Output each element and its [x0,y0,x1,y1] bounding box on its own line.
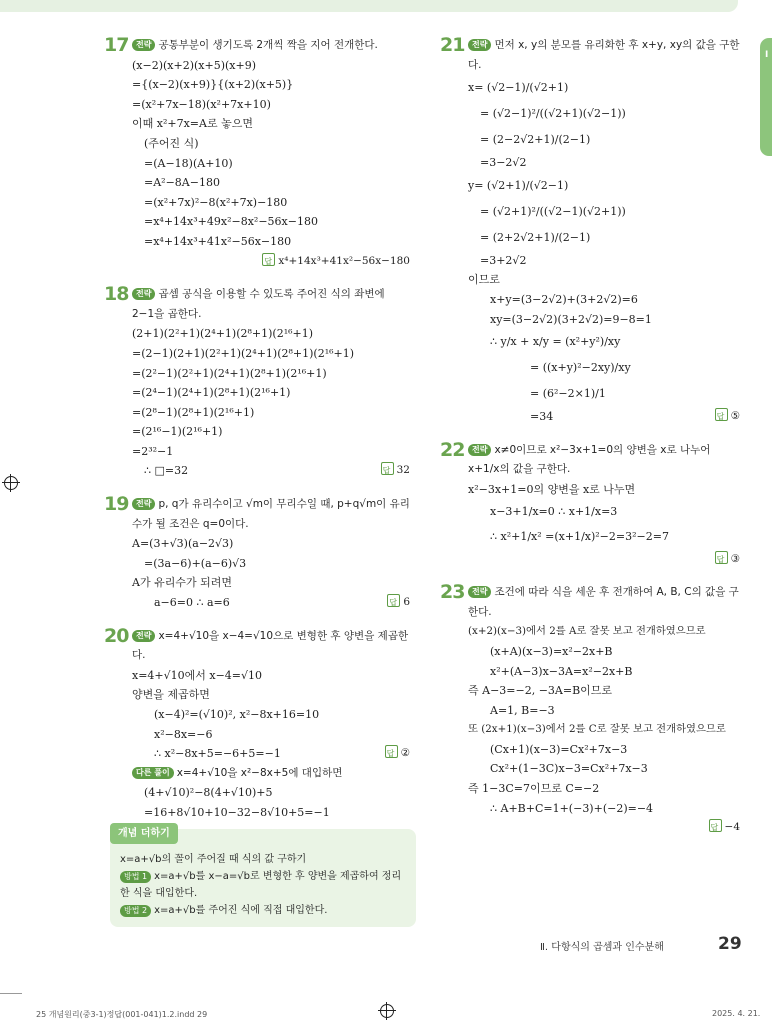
problem-17 [104,36,410,271]
solution-line: =3−2√2 [480,156,527,170]
solution-line: =(2²−1)(2²+1)(2⁴+1)(2⁸+1)(2¹⁶+1) [132,366,327,380]
solution-line: = ((x+y)²−2xy)/xy [530,361,631,375]
solution-line: x= (√2−1)/(√2+1) [468,81,569,95]
strategy-tag: 전략 [468,444,491,456]
solution-line: 또 (2x+1)(x−3)에서 2를 C로 잘못 보고 전개하였으므로 [468,723,726,736]
problem-22 [440,438,740,569]
footer-date: 2025. 4. 21. [712,1009,761,1018]
answer-icon [709,819,722,832]
solution-line: =34 [530,410,554,424]
problem-21 [440,36,740,427]
answer-value: −4 [724,821,740,834]
chapter-side-tab [760,38,772,156]
solution-line: (x+2)(x−3)에서 2를 A로 잘못 보고 전개하였으므로 [468,625,706,638]
answer-value: 6 [403,596,410,609]
problem-number: 19 [104,493,129,516]
answer-value: ② [400,747,410,760]
answer [381,461,410,481]
problem-number: 20 [104,624,129,647]
solution-line: A=(3+√3)(a−2√3) [132,537,234,551]
strategy-tag: 전략 [132,288,155,300]
problem-number: 22 [440,438,465,461]
answer-value: x⁴+14x³+41x²−56x−180 [278,254,410,267]
solution-line: xy=(3−2√2)(3+2√2)=9−8=1 [490,312,652,326]
answer-icon [387,594,400,607]
solution-line: =A²−8A−180 [144,176,220,190]
solution-line: =(2⁸−1)(2⁸+1)(2¹⁶+1) [132,405,255,419]
answer-value: ⑤ [730,410,740,423]
concept-note-line: x=a+√b의 꼴이 주어질 때 식의 값 구하기 [120,853,307,865]
solution-line: ∴ y/x + x/y = (x²+y²)/xy [490,335,621,349]
solution-line: ∴ x²+1/x² =(x+1/x)²−2=3²−2=7 [490,529,669,543]
answer-value: 32 [396,464,410,477]
chapter-tab-label: I [765,50,769,60]
solution-line: ={(x−2)(x+9)}{(x+2)(x+5)} [132,78,294,92]
solution-line: (x+A)(x−3)=x²−2x+B [490,644,613,658]
alternate-hint: x=4+√10을 x²−8x+5에 대입하면 [176,766,343,779]
solution-line: A가 유리수가 되려면 [132,576,232,590]
footer-filename: 25 개념원리(중3-1)정답(001-041)1.2.indd 29 [36,1010,208,1019]
solution-line: ∴ x²−8x+5=−6+5=−1 [154,747,281,761]
solution-line: =(A−18)(A+10) [144,156,233,170]
strategy-text: 먼저 x, y의 분모를 유리화한 후 x+y, xy의 값을 구한다. [468,39,740,71]
answer [468,550,740,570]
solution-line: =2³²−1 [132,444,174,458]
solution-line: A=1, B=−3 [490,703,555,717]
strategy-tag: 전략 [132,630,155,642]
alternate-solution-tag: 다른 풀이 [132,767,174,779]
solution-line: x²+(A−3)x−3A=x²−2x+B [490,664,633,678]
answer-icon [715,551,728,564]
answer-icon [381,462,394,475]
strategy-text: p, q가 유리수이고 √m이 무리수일 때, p+q√m이 유리수가 될 조건은 q=0이다. [132,498,410,530]
solution-line: x²−8x=−6 [154,727,213,741]
strategy-text: x≠0이므로 x²−3x+1=0의 양변을 x로 나누어 x+1/x의 값을 구한다. [468,443,711,476]
solution-line: x=4+√10에서 x−4=√10 [132,668,263,682]
solution-line: 이때 x²+7x=A로 놓으면 [132,117,253,131]
solution-line: =16+8√10+10−32−8√10+5=−1 [144,805,330,819]
method-2-text: x=a+√b를 주어진 식에 직접 대입한다. [154,904,328,916]
strategy-text: 곱셈 공식을 이용할 수 있도록 주어진 식의 좌변에 2−1을 곱한다. [132,288,385,320]
solution-line: ∴ A+B+C=1+(−3)+(−2)=−4 [490,801,654,815]
registration-mark-icon [380,1004,394,1018]
answer [385,744,410,764]
answer-value: ③ [730,552,740,565]
problem-23 [440,583,740,838]
therefore-line: ∴ □=32 [144,464,189,478]
crop-mark [0,993,22,994]
solution-line: y= (√2+1)/(√2−1) [468,178,569,192]
solution-line: x+y=(3−2√2)+(3+2√2)=6 [490,292,638,306]
strategy-tag: 전략 [468,39,491,51]
method-2-tag: 방법 2 [120,905,151,917]
solution-line: =(x²+7x)²−8(x²+7x)−180 [144,195,288,209]
answer [468,818,740,838]
strategy-tag: 전략 [132,39,155,51]
answer-icon [385,745,398,758]
solution-line: x−3+1/x=0 ∴ x+1/x=3 [490,504,618,518]
solution-line: 이므로 [468,273,500,287]
problem-18 [104,285,410,481]
strategy-tag: 전략 [132,498,155,510]
problem-20 [104,624,410,823]
strategy-text: x=4+√10을 x−4=√10으로 변형한 후 양변을 제곱한다. [132,629,409,662]
solution-line: = (2+2√2+1)/(2−1) [480,230,591,244]
registration-mark-icon [4,476,18,490]
solution-line: (2+1)(2²+1)(2⁴+1)(2⁸+1)(2¹⁶+1) [132,327,314,341]
solution-line: (4+√10)²−8(4+√10)+5 [144,786,273,800]
solution-line: = (√2−1)²/((√2+1)(√2−1)) [480,107,626,121]
solution-line: = (√2+1)²/((√2−1)(√2+1)) [480,204,626,218]
solution-line: =(3a−6)+(a−6)√3 [144,556,247,570]
solution-line: =(2−1)(2+1)(2²+1)(2⁴+1)(2⁸+1)(2¹⁶+1) [132,346,355,360]
solution-line: =(2⁴−1)(2⁴+1)(2⁸+1)(2¹⁶+1) [132,386,291,400]
left-column [104,36,410,927]
method-1-text: x=a+√b를 x−a=√b로 변형한 후 양변을 제곱하여 정리한 식을 대입한다. [120,870,402,899]
solution-line: =x⁴+14x³+49x²−8x²−56x−180 [144,215,318,229]
page-number: 29 [718,934,742,954]
solution-line: Cx²+(1−3C)x−3=Cx²+7x−3 [490,762,648,776]
answer [715,407,740,427]
concept-note-title: 개념 더하기 [110,823,178,844]
problem-19 [104,495,410,613]
strategy-text: 조건에 따라 식을 세운 후 전개하여 A, B, C의 값을 구한다. [468,586,739,618]
answer [387,593,410,613]
solution-line: (주어진 식) [144,136,199,150]
solution-line: =x⁴+14x³+41x²−56x−180 [144,234,292,248]
answer-icon [715,408,728,421]
solution-line: (x−4)²=(√10)², x²−8x+16=10 [154,708,320,721]
strategy-tag: 전략 [468,586,491,598]
right-column [440,36,740,838]
solution-line: 즉 1−3C=7이므로 C=−2 [468,782,600,796]
method-1-tag: 방법 1 [120,871,151,883]
solution-line: (Cx+1)(x−3)=Cx²+7x−3 [490,742,628,756]
top-band [0,0,738,12]
problem-number: 18 [104,283,129,306]
solution-line: x²−3x+1=0의 양변을 x로 나누면 [468,482,636,496]
solution-line: = (6²−2×1)/1 [530,387,606,401]
problem-number: 23 [440,581,465,604]
solution-line: = (2−2√2+1)/(2−1) [480,133,591,147]
solution-line: =(x²+7x−18)(x²+7x+10) [132,97,271,111]
concept-note-box [110,829,416,927]
answer [132,252,410,272]
strategy-text: 공통부분이 생기도록 2개씩 짝을 지어 전개한다. [158,39,378,51]
problem-number: 17 [104,34,129,56]
solution-line: (x−2)(x+2)(x+5)(x+9) [132,58,257,72]
solution-line: 양변을 제곱하면 [132,688,210,702]
solution-line: 즉 A−3=−2, −3A=B이므로 [468,684,613,698]
solution-line: =(2¹⁶−1)(2¹⁶+1) [132,425,223,439]
answer-icon [262,253,275,266]
solution-line: =3+2√2 [480,253,527,267]
solution-line: a−6=0 ∴ a=6 [154,596,230,610]
chapter-title: Ⅱ. 다항식의 곱셈과 인수분해 [540,942,664,953]
problem-number: 21 [440,34,465,56]
